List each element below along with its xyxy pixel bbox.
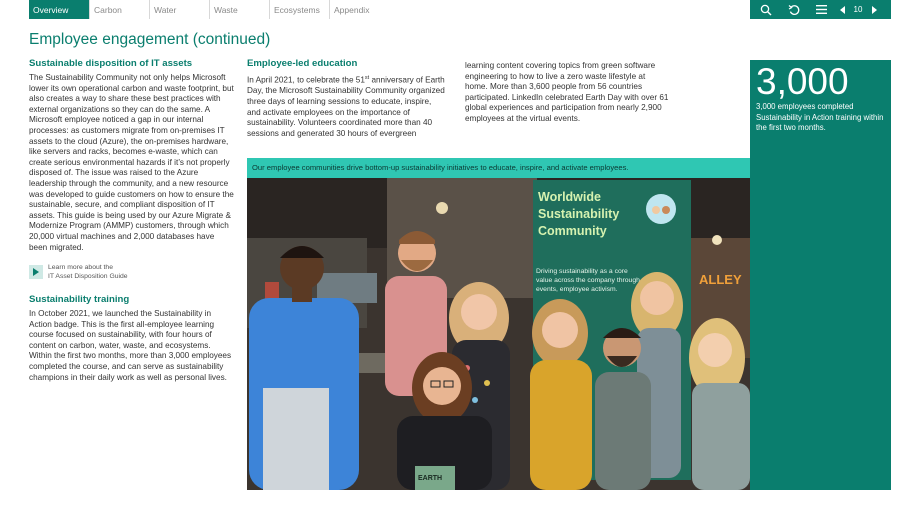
- section-body-training: In October 2021, we launched the Sustainability in Action badge. This is the first all-employee learning course focused on sustainability, with four hours of content on carbon, water, waste, and ecosystems. Within the first two months, more than 3,000 employees completed the course, and can serve as sustainability champions in their daily work as well as personal lives.: [29, 309, 232, 382]
- column-middle: [247, 58, 447, 139]
- banner-sub-line1: Driving sustainability as a core: [536, 268, 628, 275]
- education-text-end: anniversary of Earth Day, the Microsoft Sustainability Community organized three days of learning sessions to educate, inspire, and activate employees on the importance of sustainability. Volunteers coordinated more than 40 sessions and generated 30 hours of evergreen: [247, 75, 445, 138]
- tab-appendix[interactable]: Appendix: [329, 0, 389, 19]
- section-body-it-assets: The Sustainability Community not only helps Microsoft lower its own operational carbon and waste footprint, but also creates a way to share these best practices with external organizations so they can do the same. A Microsoft employee noticed a gap in our internal processes: as customers migrate from on-premises IT assets to the cloud (Azure), the on-premises hardware, like servers and racks, becomes e-waste, which can create serious environmental hazards if it’s not properly disposed of. The issue was raised to the Azure leadership through the community, and a new resource was developed to guide customers on how to ensure the sustainable, secure, and compliant disposition of IT assets. This guide is being used by our Azure Migrate & Modernize Program (AMMP) customers, through which 20,000 virtual machines and 2,000 databases have been migrated.: [29, 73, 234, 252]
- toolbar: [750, 0, 891, 19]
- next-page-icon[interactable]: [866, 0, 882, 19]
- community-logo: [646, 194, 676, 224]
- prev-page-icon[interactable]: [836, 0, 850, 19]
- banner-title-line1: Worldwide: [538, 190, 601, 204]
- box-text: EARTH: [418, 475, 443, 482]
- photo-caption: Our employee communities drive bottom-up sustainability initiatives to educate, inspire, and activate employees.: [247, 158, 750, 178]
- column-left: [29, 58, 234, 383]
- menu-icon[interactable]: [806, 0, 836, 19]
- stat-description: 3,000 employees completed Sustainability in Action training within the first two months.: [756, 102, 884, 132]
- team-photo: [247, 178, 750, 490]
- tab-waste[interactable]: Waste: [209, 0, 269, 19]
- it-asset-guide-link[interactable]: [29, 264, 234, 281]
- tab-ecosystems[interactable]: Ecosystems: [269, 0, 329, 19]
- link-label[interactable]: [48, 264, 128, 281]
- banner-sub-line3: events, employee activism.: [536, 286, 618, 293]
- section-heading-education: Employee-led education: [247, 58, 358, 69]
- page-title: Employee engagement (continued): [29, 31, 271, 48]
- banner-title-line2: Sustainability: [538, 207, 620, 221]
- stat-card: [750, 60, 891, 490]
- section-body-education-continued: learning content covering topics from green software engineering to how to live a zero waste lifestyle at home. More than 3,600 people from 56 countries participated. LinkedIn celebrated Earth Day with over 61 global experiences and participation from nearly 2,900 employees at the virtual events.: [465, 61, 669, 123]
- column-right: [465, 58, 670, 125]
- banner-title-line3: Community: [538, 224, 607, 238]
- refresh-icon[interactable]: [782, 0, 806, 19]
- link-label-line2: IT Asset Disposition Guide: [48, 272, 128, 280]
- section-tabs: [29, 0, 389, 19]
- section-body-education: [247, 73, 447, 139]
- page-number: 10: [853, 5, 863, 14]
- section-heading-training: Sustainability training: [29, 294, 130, 306]
- search-icon[interactable]: [750, 0, 782, 19]
- play-icon: [29, 265, 43, 279]
- ordinal-suffix: st: [364, 75, 370, 81]
- section-heading-it-assets: Sustainable disposition of IT assets: [29, 58, 193, 69]
- stat-number: 3,000: [756, 61, 849, 102]
- tab-water[interactable]: Water: [149, 0, 209, 19]
- education-text-start: In April 2021, to celebrate the 51: [247, 75, 365, 85]
- banner-sub-line2: value across the company through: [536, 277, 640, 284]
- top-navigation: [0, 0, 920, 22]
- tab-overview[interactable]: Overview: [29, 0, 89, 19]
- link-label-line1: Learn more about the: [48, 264, 113, 272]
- sign-text: ALLEY: [699, 272, 742, 287]
- tab-carbon[interactable]: Carbon: [89, 0, 149, 19]
